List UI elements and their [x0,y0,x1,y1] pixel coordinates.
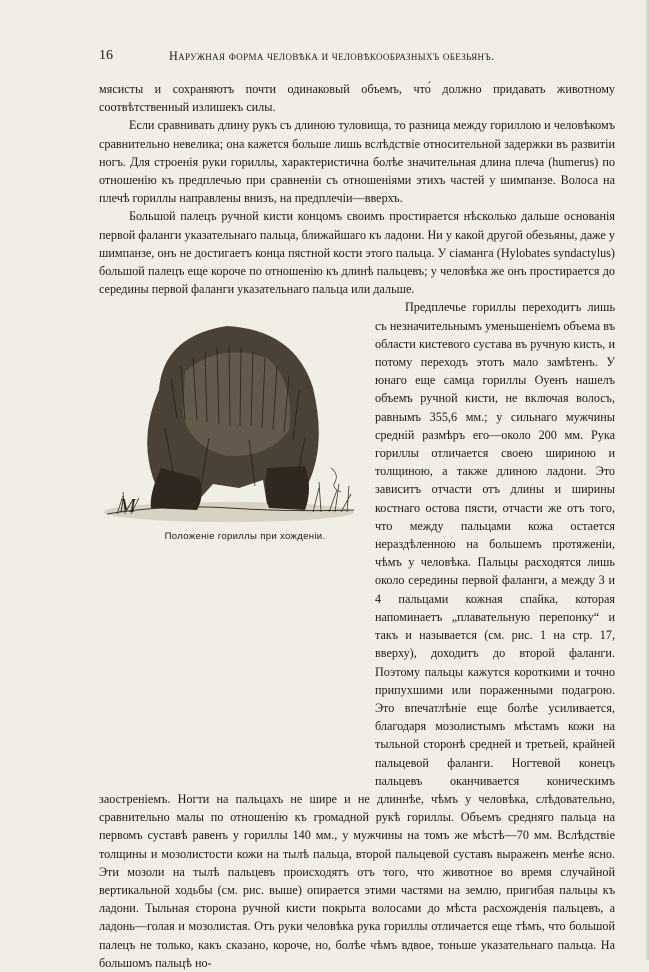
page-number: 16 [99,48,113,63]
paragraph-2: Если сравнивать длину рукъ съ длиною туловища, то разница между гориллою и человѣкомъ сравнительно невелика; она кажется больше лишь вслѣдствіе относительной задержки въ развитіи ногъ. Для строенія руки гориллы, характеристична болѣе значительная длина плеча (humerus) по отношенію къ предплечью при сравненіи съ отношеніями этихъ частей у шимпанзе. Волоса на плечѣ гориллы направлены внизъ, на предплечіи—вверхъ. [99,118,615,206]
paragraph-4-text: Предплечье гориллы переходитъ лишь съ незначительнымъ уменьшеніемъ объема въ области кистевого сустава въ ручную кисть, и потому переходъ этотъ мало замѣтенъ. У юнаго еще самца гориллы Оуенъ нашелъ объемъ ручной кисти, не включая волосъ, равнымъ 355,6 мм.; у сильнаго мужчины средній размѣръ его—около 200 мм. Рука гориллы отличается своею шириною и толщиною, а также длиною ладони. Это зависитъ отчасти отъ длины и ширины костнаго остова пясти, отчасти же отъ того, что между пальцами кожа остается нераздѣленною на большемъ протяженіи, чѣмъ у человѣка. Пальцы расходятся лишь около середины первой фаланги, а между 3 и 4 пальцами кожная спайка, которая напоминаетъ „плавательную перепонку“ и такъ и называется (см. рис. 1 на стр. 17, вверху), доходитъ до второй фаланги. Поэтому пальцы кажутся короткими и точно припухшими или пораженными подагрою. Это впечатлѣніе еще болѣе усиливается, благодаря мозолистымъ мѣстамъ кожи на тыльной сторонѣ средней и третьей, крайней пальцевой фаланги. Ногтевой конецъ пальцевъ оканчивается коническимъ заостреніемъ. Ногти на пальцахъ не шире и не длиннѣе, чѣмъ у человѣка, слѣдовательно, сравнительно малы по отношенію къ громадной рукѣ гориллы. Объемъ средняго пальца на первомъ суставѣ равенъ у гориллы 140 мм., у мужчины на томъ же мѣстѣ—70 мм. Вслѣдствіе толщины и мозолистости кожи на тылѣ пальца, второй пальцевой суставъ выраженъ менѣе ясно. Эти мозоли на тылѣ пальцевъ происходятъ отъ того, что животное во время случайной вертикальной ходьбы (см. рис. выше) опирается этими частями на землю, пригибая пальцы къ ладони. Тыльная сторона ручной кисти покрыта волосами до мѣста расхожденія пальцевъ, а ладонь—голая и мозолистая. Отъ руки человѣка рука гориллы отличается еще тѣмъ, что большой палецъ не только, какъ сказано, короче, но, болѣе чѣмъ вдвое, тоньше указательнаго пальца. На большомъ пальцѣ но- [99,300,615,970]
gorilla-engraving [99,318,361,524]
article-body [99,80,615,972]
paragraph-4 [99,298,615,972]
paragraph-3: Большой палецъ ручной кисти концомъ своимъ простирается нѣсколько дальше основанія первой фаланги указательнаго пальца, ближайшаго къ ладони. Ни у какой другой обезьяны, даже у шимпанзе, онъ не достигаетъ конца пястной кости этого пальца. У сіаманга (Hylobates syndactylus) большой палецъ еще короче по отношенію къ длинѣ пальцевъ; у человѣка же онъ простирается до середины первой фаланги указательнаго пальца или дальше. [99,209,615,297]
figure-caption: Положеніе гориллы при хожденіи. [164,531,326,543]
engraver-signature: M [119,495,136,518]
running-title: Наружная форма человѣка и человѣкообразныхъ обезьянъ. [169,49,495,63]
gorilla-figure [99,300,361,788]
running-head [99,48,614,66]
paragraph-1: мясисты и сохраняютъ почти одинаковый объемъ, что́ должно придавать животному соотвѣтственный излишекъ силы. [99,82,615,115]
